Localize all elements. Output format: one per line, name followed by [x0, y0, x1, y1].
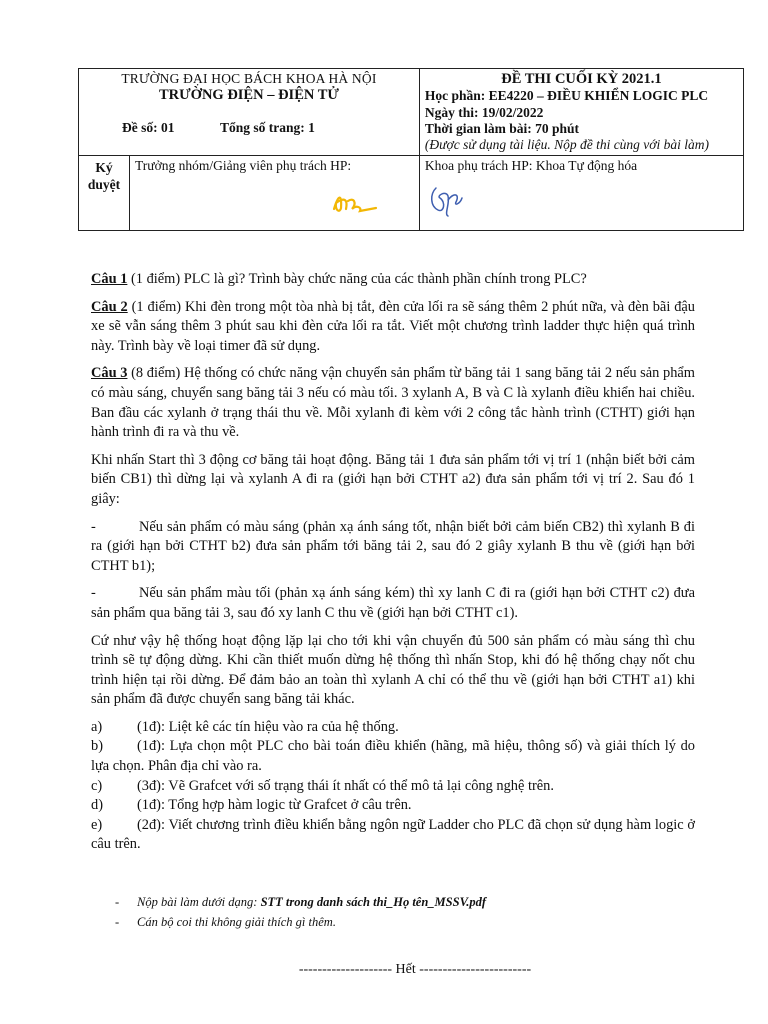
sub-question-text: (1đ): Lựa chọn một PLC cho bài toán điều khiển (hãng, mã hiệu, thông số) và giải thích lý do lựa chọn. Phân địa chỉ vào ra. — [91, 738, 695, 775]
light-product-text: Nếu sản phẩm có màu sáng (phản xạ ánh sáng tốt, nhận biết bởi cảm biến CB2) thì xylanh B đi ra (giới hạn bởi CTHT b2) đưa sản phẩm tới băng tải 2, sau đó 2 giây xylanh B thu về (giới hạn bởi CTHT b1); — [91, 518, 695, 574]
question-3-text: (8 điểm) Hệ thống có chức năng vận chuyển sản phẩm từ băng tải 1 sang băng tải 2 nếu sản phẩm có màu sáng, chuyển sang băng tải 3 nếu có màu tối. 3 xylanh A, B và C là xylanh điều khiển hai chiều. Ban đầu các xylanh ở trạng thái thu về. Mỗi xylanh đi kèm với 2 công tắc hành trình (CTHT) giới hạn hành trình đi ra và thu về. — [91, 365, 695, 441]
question-2 — [91, 298, 695, 357]
note-bullet: - — [115, 915, 120, 929]
note-submit — [115, 892, 675, 912]
sub-question-c — [91, 777, 695, 797]
note-submit-prefix: Nộp bài làm dưới dạng: — [137, 895, 261, 909]
course-name: Học phần: EE4220 – ĐIỀU KHIỂN LOGIC PLC — [424, 88, 709, 104]
school-name: TRƯỜNG ĐIỆN – ĐIỆN TỬ — [158, 87, 339, 104]
sub-question-text: (1đ): Liệt kê các tín hiệu vào ra của hệ thống. — [137, 718, 399, 735]
question-3 — [91, 364, 695, 442]
note-no-explain-text: Cán bộ coi thi không giải thích gì thêm. — [137, 915, 336, 929]
light-product-bullet — [91, 518, 695, 577]
question-1-text: (1 điểm) PLC là gì? Trình bày chức năng của các thành phần chính trong PLC? — [127, 271, 587, 287]
sub-question-text: (3đ): Vẽ Grafcet với số trạng thái ít nhất có thể mô tả lại công nghệ trên. — [137, 777, 554, 794]
exam-number: Đề số: 01 — [122, 119, 175, 135]
sign-label: Ký duyệt — [79, 156, 130, 231]
exam-duration: Thời gian làm bài: 70 phút — [424, 120, 580, 136]
note-no-explain — [115, 912, 675, 932]
note-bullet: - — [115, 895, 120, 909]
sub-question-a — [91, 718, 695, 738]
exam-header-table — [78, 68, 744, 231]
sub-question-text: (1đ): Tổng hợp hàm logic từ Grafcet ở câu trên. — [137, 797, 412, 814]
sub-question-letter: d) — [91, 797, 103, 814]
department-signature-image — [426, 180, 466, 220]
dark-product-text: Nếu sản phẩm màu tối (phản xạ ánh sáng kém) thì xy lanh C đi ra (giới hạn bởi CTHT c2) đưa sản phẩm qua băng tải 3, sau đó xy lanh C thu về (giới hạn bởi CTHT c1). — [91, 585, 695, 621]
exam-title: ĐỀ THI CUỐI KỲ 2021.1 — [501, 71, 662, 87]
exam-meta-row — [84, 120, 414, 136]
submission-notes — [115, 892, 675, 932]
sub-question-text: (2đ): Viết chương trình điều khiển bằng ngôn ngữ Ladder cho PLC đã chọn sử dụng hàm logic ở câu trên. — [91, 816, 695, 853]
total-pages: Tổng số trang: 1 — [220, 119, 315, 135]
question-1 — [91, 270, 695, 290]
dark-product-bullet — [91, 584, 695, 623]
university-name: TRƯỜNG ĐẠI HỌC BÁCH KHOA HÀ NỘI — [121, 71, 377, 86]
sub-question-letter: c) — [91, 777, 103, 794]
question-3-label: Câu 3 — [91, 365, 128, 382]
department-label: Khoa phụ trách HP: Khoa Tự động hóa — [424, 158, 638, 174]
bullet-dash: - — [91, 518, 96, 535]
group-leader-label: Trưởng nhóm/Giảng viên phụ trách HP: — [135, 158, 352, 174]
sub-question-d — [91, 796, 695, 816]
bullet-dash: - — [91, 585, 96, 602]
sub-question-b — [91, 737, 695, 776]
note-submit-format: STT trong danh sách thi_Họ tên_MSSV.pdf — [260, 895, 487, 909]
exam-note: (Được sử dụng tài liệu. Nộp đề thi cùng với bài làm) — [424, 136, 710, 152]
question-2-label: Câu 2 — [91, 298, 128, 315]
question-1-label: Câu 1 — [91, 271, 128, 287]
sub-question-letter: a) — [91, 718, 103, 735]
start-paragraph: Khi nhấn Start thì 3 động cơ băng tải hoạt động. Băng tải 1 đưa sản phẩm tới vị trí 1 (nhận biết bởi cảm biến CB1) thì dừng lại và xylanh A đi ra (giới hạn bởi CTHT a2) đưa sản phẩm tới vị trí 2. Sau đó 1 giây: — [91, 451, 695, 507]
department-cell — [419, 156, 743, 231]
sub-questions-list — [91, 718, 695, 855]
group-leader-cell — [130, 156, 420, 231]
sub-question-letter: b) — [91, 738, 103, 755]
loop-paragraph: Cứ như vậy hệ thống hoạt động lặp lại cho tới khi vận chuyển đủ 500 sản phẩm có màu sáng thì chu trình sẽ tự động dừng. Khi cần thiết muốn dừng hệ thống thì nhấn Stop, khi đó hệ thống chạy nốt chu trình hiện tại rồi dừng. Để đảm bảo an toàn thì xylanh A chỉ có thể thu về (giới hạn bởi CTHT a1) khi sản phẩm đã được chuyển sang băng tải khác. — [91, 632, 695, 708]
exam-content — [91, 270, 695, 865]
sub-question-e — [91, 816, 695, 855]
leader-signature-image — [330, 189, 380, 217]
end-marker: -------------------- Hết ------------------------ — [298, 962, 532, 977]
school-cell — [79, 69, 420, 156]
exam-info-cell — [419, 69, 743, 156]
question-2-text: (1 điểm) Khi đèn trong một tòa nhà bị tắt, đèn cửa lối ra sẽ sáng thêm 2 phút nữa, và đèn bãi đậu xe sẽ vẫn sáng thêm 3 phút sau khi đèn cửa lối ra tắt. Viết một chương trình ladder thực hiện quá trình này. Trình bày về loại timer đã sử dụng. — [91, 298, 695, 354]
sub-question-letter: e) — [91, 816, 103, 833]
exam-date: Ngày thi: 19/02/2022 — [424, 104, 544, 120]
